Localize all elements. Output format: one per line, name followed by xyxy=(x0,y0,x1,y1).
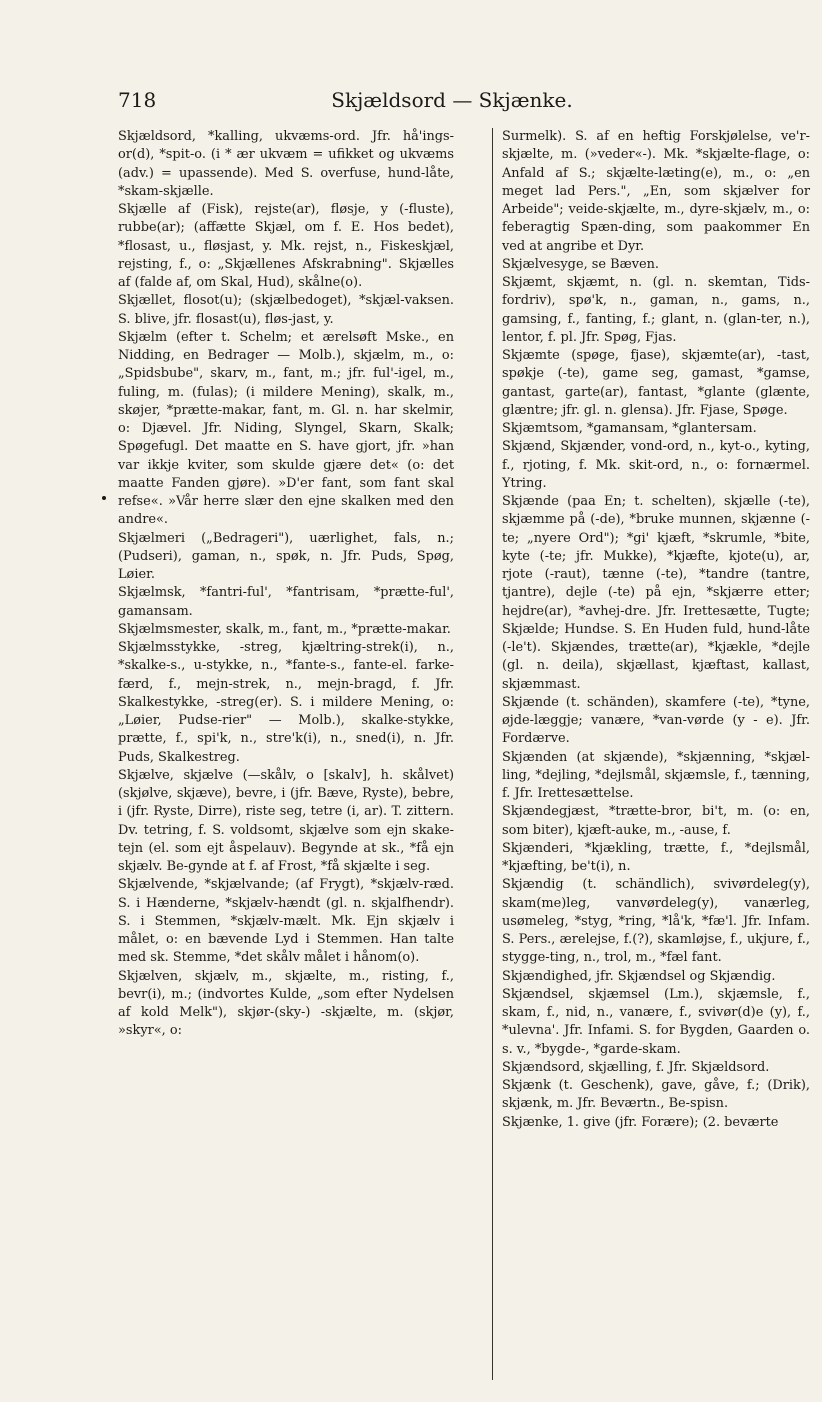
dictionary-entry: Skjælve, skjælve (—skålv, o [skalv], h. skålvet) (skjølve, skjæve), bevre, i (jfr. Bæve, Ryste), bebre, i (jfr. Ryste, Dirre), riste seg, tetre (i, ar). T. zittern. Dv. tetring, f. S. voldsomt, skjælve som ejn skake-tejn (el. som ejt åspelauv). Begynde at sk., *få ejn skjælv. Be-gynde at f. af Frost, *få skjælte i seg. xyxy=(118,767,454,874)
dictionary-entry: Skjændegjæst, *trætte-bror, bi't, m. (o: en, som biter), kjæft-auke, m., -ause, f. xyxy=(502,804,810,838)
dictionary-entry: Skjænden (at skjænde), *skjænning, *skjæl-ling, *dejling, *dejlsmål, skjæmsle, f., tænning, f. Jfr. Irettesættelse. xyxy=(502,749,810,801)
dictionary-entry: Skjæmt, skjæmt, n. (gl. n. skemtan, Tids-fordriv), spø'k, n., gaman, n., gams, n., gamsing, f., fanting, f.; glant, n. (glan-ter, n.), lentor, f. pl. Jfr. Spøg, Fjas. xyxy=(502,275,810,345)
column-divider xyxy=(492,128,493,1380)
dictionary-entry: Skjælmsmester, skalk, m., fant, m., *prætte-makar. xyxy=(118,621,451,637)
dictionary-entry: Skjælm (efter t. Schelm; et ærelsøft Mske., en Nidding, en Bedrager — Molb.), skjælm, m., o: „Spidsbube", skarv, m., fant, m.; jfr. ful'-igel, m., fuling, m. (fulas); (i mildere Mening), skalk, m., skøjer, *prætte-makar, fant, m. Gl. n. har skelmir, o: Djævel. Jfr. Niding, Slyngel, Skarn, Skalk; Spøgefugl. Det maatte en S. have gjort, jfr. »han var ikkje kviter, som skulde gjære det« (o: det maatte Fanden gjøre). »D'er fant, som fant skal refse«. »Vår herre slær den ejne skalken med den andre«. xyxy=(118,329,454,528)
dictionary-entry: Skjæmtsom, *gamansam, *glantersam. xyxy=(502,421,757,436)
page-title: Skjældsord — Skjænke. xyxy=(331,88,573,112)
dictionary-entry: Skjællet, flosot(u); (skjælbedoget), *skjæl-vaksen. S. blive, jfr. flosast(u), fløs-jast, y. xyxy=(118,293,454,327)
dictionary-entry: Skjændsord, skjælling, f. Jfr. Skjældsord. xyxy=(502,1059,770,1075)
dictionary-entry: Skjænd, Skjænder, vond-ord, n., kyt-o., kyting, f., rjoting, f. Mk. skit-ord, n., o: fornærmel. Ytring. xyxy=(502,439,810,491)
dictionary-entry: Skjælmsstykke, -streg, kjæltring-strek(i), n., *skalke-s., u-stykke, n., *fante-s., fante-el. farke-færd, f., mejn-strek, n., mejn-bragd, f. Jfr. Skalkestykke, -streg(er). S. i mildere Mening, o: „Løier, Pudse-rier" — Molb.), skalke-stykke, prætte, f., spi'k, n., stre'k(i), n., sned(i), n. Jfr. Puds, Skalkestreg. xyxy=(118,640,454,765)
dictionary-entry: Skjælvende, *skjælvande; (af Frygt), *skjælv-ræd. S. i Hænderne, *skjælv-hændt (gl. n. skjalfhendr). S. i Stemmen, *skjælv-mælt. Mk. Ejn skjælv i målet, o: en bævende Lyd i Stemmen. Han talte med sk. Stemme, *det skålv målet i hånom(o). xyxy=(118,877,454,966)
page-header xyxy=(118,88,786,118)
dictionary-entry: Skjænk (t. Geschenk), gave, gåve, f.; (Drik), skjænk, m. Jfr. Beværtn., Be-spisn. xyxy=(502,1078,810,1112)
dictionary-entry: Skjælle af (Fisk), rejste(ar), fløsje, y (-fluste), rubbe(ar); (affætte Skjæl, om f. E. Hos bedet), *flosast, u., fløsjast, y. Mk. rejst, n., Fiskeskjæl, rejsting, f., o: „Skjællenes Afskrabning". Skjælles af (falde af, om Skal, Hud), skålne(o). xyxy=(118,202,454,290)
dictionary-entry: Skjæmte (spøge, fjase), skjæmte(ar), -tast, spøkje (-te), game seg, gamast, *gamse, gantast, garte(ar), fantast, *glante (glænte, glæntre; jfr. gl. n. glensa). Jfr. Fjase, Spøge. xyxy=(502,348,810,418)
right-column xyxy=(502,128,810,1132)
dictionary-entry: Skjændsel, skjæmsel (Lm.), skjæmsle, f., skam, f., nid, n., vanære, f., svivør(d)e (y), f., *ulevna'. Jfr. Infami. S. for Bygden, Gaarden o. s. v., *bygde-, *garde-skam. xyxy=(502,986,810,1057)
dictionary-entry: Skjænke, 1. give (jfr. Forære); (2. beværte xyxy=(502,1114,779,1130)
dictionary-entry: Skjændig (t. schändlich), svivørdeleg(y), skam(me)leg, vanvørdeleg(y), vanærleg, usømeleg, *styg, *ring, *lå'k, *fæ'l. Jfr. Infam. S. Pers., ærelejse, f.(?), skamløjse, f., ukjure, f., stygge-ting, n., trol, m., *fæl fant. xyxy=(502,877,810,966)
margin-mark xyxy=(102,496,106,500)
dictionary-entry: Skjælven, skjælv, m., skjælte, m., risting, f., bevr(i), m.; (indvortes Kulde, „som efter Nydelsen af kold Melk"), skjør-(sky-) -skjælte, m. (skjør, »skyr«, o: xyxy=(118,968,454,1039)
dictionary-entry: Skjænderi, *kjækling, trætte, f., *dejlsmål, *kjæfting, be't(i), n. xyxy=(502,840,810,874)
dictionary-entry: Skjældsord, *kalling, ukvæms-ord. Jfr. hå'ings-or(d), *spit-o. (i * ær ukvæm = ufikket og ukvæms (adv.) = upassende). Med S. overfuse, hund-låte, *skam-skjælle. xyxy=(118,129,454,199)
dictionary-entry: Skjændighed, jfr. Skjændsel og Skjændig. xyxy=(502,968,776,984)
dictionary-entry: Surmelk). S. af en heftig Forskjølelse, ve'r-skjælte, m. (»veder«-). Mk. *skjælte-flage, o: Anfald af S.; skjælte-læting(e), m., o: „en meget lad Pers.", „En, som skjælver for Arbeide"; veide-skjælte, m., dyre-skjælv, m., o: feberagtig Spæn-ding, som paakommer En ved at angribe et Dyr. xyxy=(502,129,810,254)
dictionary-entry: Skjælmeri („Bedrageri"), uærlighet, fals, n.; (Pudseri), gaman, n., spøk, n. Jfr. Puds, Spøg, Løier. xyxy=(118,530,454,582)
dictionary-entry: Skjænde (t. schänden), skamfere (-te), *tyne, øjde-læggje; vanære, *van-vørde (y - e). Jfr. Fordærve. xyxy=(502,694,810,747)
page-number: 718 xyxy=(118,88,157,112)
dictionary-entry: Skjænde (paa En; t. schelten), skjælle (-te), skjæmme på (-de), *bruke munnen, skjænne (-te; „nyere Ord"); *gi' kjæft, *skrumle, *bite, kyte (-te; jfr. Mukke), *kjæfte, kjote(u), ar, rjote (-raut), tænne (-te), *tandre (tantre, tjantre), dejle (-te) på ejn, *skjærre etter; hejdre(ar), *avhej-dre. Jfr. Irettesætte, Tugte; Skjælde; Hundse. S. En Huden fuld, hund-låte (-le't). Skjændes, trætte(ar), *kjækle, *dejle (gl. n. deila), skjællast, kjæftast, kallast, skjæmmast. xyxy=(502,494,810,692)
dictionary-entry: Skjælmsk, *fantri-ful', *fantrisam, *prætte-ful', gamansam. xyxy=(118,585,454,619)
left-column xyxy=(118,128,454,1041)
dictionary-entry: Skjælvesyge, se Bæven. xyxy=(502,256,660,272)
